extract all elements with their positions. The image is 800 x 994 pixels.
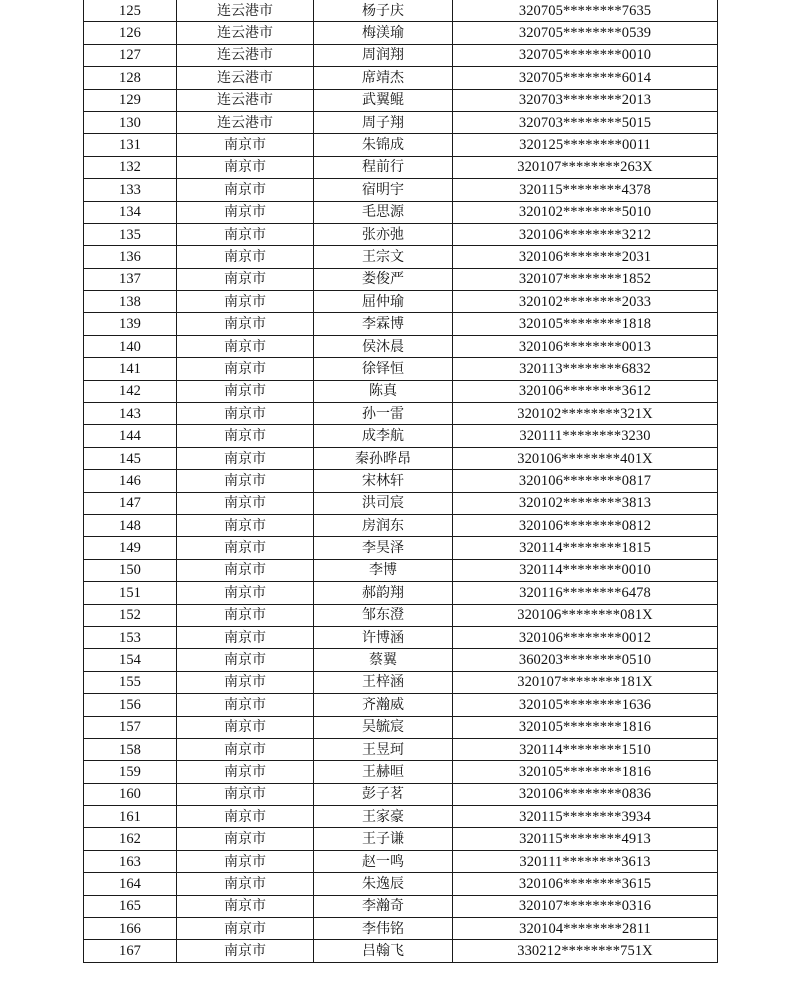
- row-number-cell: 147: [84, 492, 177, 514]
- table-row: [84, 291, 718, 313]
- city-cell: 南京市: [177, 268, 314, 290]
- id-number-cell: 320105********1816: [453, 761, 718, 783]
- person-name-cell: 秦孙晔昂: [314, 447, 453, 469]
- person-name-cell: 周子翔: [314, 111, 453, 133]
- row-number-cell: 132: [84, 156, 177, 178]
- table-row: [84, 895, 718, 917]
- person-name-cell: 宋林轩: [314, 470, 453, 492]
- table-row: [84, 268, 718, 290]
- row-number-cell: 157: [84, 716, 177, 738]
- person-name-cell: 武翼鲲: [314, 89, 453, 111]
- table-row: [84, 0, 718, 22]
- row-number-cell: 162: [84, 828, 177, 850]
- row-number-cell: 148: [84, 514, 177, 536]
- row-number-cell: 127: [84, 44, 177, 66]
- id-number-cell: 360203********0510: [453, 649, 718, 671]
- row-number-cell: 150: [84, 559, 177, 581]
- city-cell: 南京市: [177, 626, 314, 648]
- table-row: [84, 111, 718, 133]
- person-name-cell: 彭子茗: [314, 783, 453, 805]
- row-number-cell: 149: [84, 537, 177, 559]
- person-name-cell: 王子谦: [314, 828, 453, 850]
- person-name-cell: 屈仲瑜: [314, 291, 453, 313]
- id-number-cell: 320115********3934: [453, 806, 718, 828]
- city-cell: 南京市: [177, 537, 314, 559]
- id-number-cell: 320106********0836: [453, 783, 718, 805]
- table-row: [84, 940, 718, 962]
- person-name-cell: 洪司宸: [314, 492, 453, 514]
- city-cell: 南京市: [177, 291, 314, 313]
- person-name-cell: 赵一鸣: [314, 850, 453, 872]
- id-number-cell: 320113********6832: [453, 358, 718, 380]
- city-cell: 南京市: [177, 425, 314, 447]
- person-name-cell: 周润翔: [314, 44, 453, 66]
- person-name-cell: 许博涵: [314, 626, 453, 648]
- person-name-cell: 王赫晅: [314, 761, 453, 783]
- row-number-cell: 129: [84, 89, 177, 111]
- row-number-cell: 163: [84, 850, 177, 872]
- city-cell: 南京市: [177, 246, 314, 268]
- city-cell: 南京市: [177, 223, 314, 245]
- id-number-cell: 320703********2013: [453, 89, 718, 111]
- person-name-cell: 蔡翼: [314, 649, 453, 671]
- table-row: [84, 649, 718, 671]
- id-number-cell: 320116********6478: [453, 582, 718, 604]
- id-number-cell: 320106********0013: [453, 335, 718, 357]
- table-row: [84, 492, 718, 514]
- table-row: [84, 89, 718, 111]
- id-number-cell: 320107********1852: [453, 268, 718, 290]
- id-number-cell: 320106********401X: [453, 447, 718, 469]
- row-number-cell: 167: [84, 940, 177, 962]
- id-number-cell: 320106********3615: [453, 873, 718, 895]
- id-number-cell: 320102********2033: [453, 291, 718, 313]
- person-name-cell: 成李航: [314, 425, 453, 447]
- person-name-cell: 席靖杰: [314, 67, 453, 89]
- person-name-cell: 吴毓宸: [314, 716, 453, 738]
- row-number-cell: 133: [84, 179, 177, 201]
- table-row: [84, 403, 718, 425]
- row-number-cell: 130: [84, 111, 177, 133]
- person-name-cell: 梅渼瑜: [314, 22, 453, 44]
- id-number-cell: 320705********0539: [453, 22, 718, 44]
- table-row: [84, 358, 718, 380]
- table-row: [84, 783, 718, 805]
- city-cell: 南京市: [177, 649, 314, 671]
- table-row: [84, 22, 718, 44]
- city-cell: 南京市: [177, 156, 314, 178]
- table-row: [84, 246, 718, 268]
- city-cell: 连云港市: [177, 67, 314, 89]
- row-number-cell: 161: [84, 806, 177, 828]
- table-row: [84, 716, 718, 738]
- city-cell: 南京市: [177, 179, 314, 201]
- id-number-cell: 320105********1636: [453, 694, 718, 716]
- city-cell: 南京市: [177, 806, 314, 828]
- id-number-cell: 320106********0012: [453, 626, 718, 648]
- city-cell: 连云港市: [177, 44, 314, 66]
- table-row: [84, 738, 718, 760]
- table-row: [84, 604, 718, 626]
- id-number-cell: 320106********3612: [453, 380, 718, 402]
- row-number-cell: 153: [84, 626, 177, 648]
- row-number-cell: 139: [84, 313, 177, 335]
- table-row: [84, 514, 718, 536]
- table-row: [84, 179, 718, 201]
- person-name-cell: 吕翰飞: [314, 940, 453, 962]
- row-number-cell: 151: [84, 582, 177, 604]
- roster-table-body: [84, 0, 718, 962]
- row-number-cell: 128: [84, 67, 177, 89]
- id-number-cell: 320102********3813: [453, 492, 718, 514]
- person-name-cell: 王昱珂: [314, 738, 453, 760]
- city-cell: 连云港市: [177, 22, 314, 44]
- row-number-cell: 137: [84, 268, 177, 290]
- row-number-cell: 158: [84, 738, 177, 760]
- city-cell: 连云港市: [177, 0, 314, 22]
- city-cell: 南京市: [177, 447, 314, 469]
- person-name-cell: 娄俊严: [314, 268, 453, 290]
- id-number-cell: 320105********1818: [453, 313, 718, 335]
- table-row: [84, 694, 718, 716]
- table-row: [84, 828, 718, 850]
- person-name-cell: 张亦弛: [314, 223, 453, 245]
- city-cell: 南京市: [177, 470, 314, 492]
- row-number-cell: 164: [84, 873, 177, 895]
- row-number-cell: 141: [84, 358, 177, 380]
- city-cell: 南京市: [177, 313, 314, 335]
- city-cell: 南京市: [177, 738, 314, 760]
- row-number-cell: 131: [84, 134, 177, 156]
- id-number-cell: 320106********081X: [453, 604, 718, 626]
- person-name-cell: 邹东澄: [314, 604, 453, 626]
- id-number-cell: 320703********5015: [453, 111, 718, 133]
- city-cell: 南京市: [177, 783, 314, 805]
- city-cell: 南京市: [177, 895, 314, 917]
- id-number-cell: 320705********6014: [453, 67, 718, 89]
- person-name-cell: 毛思源: [314, 201, 453, 223]
- person-name-cell: 朱逸辰: [314, 873, 453, 895]
- id-number-cell: 320102********5010: [453, 201, 718, 223]
- person-name-cell: 齐瀚威: [314, 694, 453, 716]
- id-number-cell: 320705********0010: [453, 44, 718, 66]
- table-row: [84, 761, 718, 783]
- table-row: [84, 470, 718, 492]
- city-cell: 连云港市: [177, 111, 314, 133]
- city-cell: 南京市: [177, 604, 314, 626]
- row-number-cell: 126: [84, 22, 177, 44]
- id-number-cell: 320106********3212: [453, 223, 718, 245]
- table-row: [84, 582, 718, 604]
- person-name-cell: 陈真: [314, 380, 453, 402]
- table-row: [84, 873, 718, 895]
- table-row: [84, 537, 718, 559]
- id-number-cell: 330212********751X: [453, 940, 718, 962]
- city-cell: 南京市: [177, 918, 314, 940]
- id-number-cell: 320114********1815: [453, 537, 718, 559]
- id-number-cell: 320104********2811: [453, 918, 718, 940]
- table-row: [84, 44, 718, 66]
- city-cell: 南京市: [177, 694, 314, 716]
- table-row: [84, 201, 718, 223]
- table-row: [84, 134, 718, 156]
- id-number-cell: 320106********0812: [453, 514, 718, 536]
- city-cell: 连云港市: [177, 89, 314, 111]
- row-number-cell: 125: [84, 0, 177, 22]
- city-cell: 南京市: [177, 940, 314, 962]
- roster-table: [83, 0, 718, 963]
- person-name-cell: 李博: [314, 559, 453, 581]
- id-number-cell: 320111********3230: [453, 425, 718, 447]
- city-cell: 南京市: [177, 671, 314, 693]
- table-row: [84, 67, 718, 89]
- id-number-cell: 320105********1816: [453, 716, 718, 738]
- id-number-cell: 320107********181X: [453, 671, 718, 693]
- id-number-cell: 320106********0817: [453, 470, 718, 492]
- city-cell: 南京市: [177, 514, 314, 536]
- row-number-cell: 159: [84, 761, 177, 783]
- row-number-cell: 155: [84, 671, 177, 693]
- row-number-cell: 160: [84, 783, 177, 805]
- person-name-cell: 宿明宇: [314, 179, 453, 201]
- id-number-cell: 320115********4378: [453, 179, 718, 201]
- table-row: [84, 380, 718, 402]
- person-name-cell: 李伟铭: [314, 918, 453, 940]
- id-number-cell: 320107********263X: [453, 156, 718, 178]
- row-number-cell: 166: [84, 918, 177, 940]
- person-name-cell: 孙一雷: [314, 403, 453, 425]
- person-name-cell: 郝韵翔: [314, 582, 453, 604]
- id-number-cell: 320114********1510: [453, 738, 718, 760]
- city-cell: 南京市: [177, 582, 314, 604]
- table-row: [84, 918, 718, 940]
- person-name-cell: 朱锦成: [314, 134, 453, 156]
- city-cell: 南京市: [177, 134, 314, 156]
- table-row: [84, 313, 718, 335]
- city-cell: 南京市: [177, 403, 314, 425]
- table-row: [84, 223, 718, 245]
- id-number-cell: 320106********2031: [453, 246, 718, 268]
- row-number-cell: 143: [84, 403, 177, 425]
- row-number-cell: 145: [84, 447, 177, 469]
- row-number-cell: 156: [84, 694, 177, 716]
- person-name-cell: 李昊泽: [314, 537, 453, 559]
- person-name-cell: 李霖博: [314, 313, 453, 335]
- person-name-cell: 杨子庆: [314, 0, 453, 22]
- table-row: [84, 806, 718, 828]
- table-row: [84, 425, 718, 447]
- id-number-cell: 320115********4913: [453, 828, 718, 850]
- person-name-cell: 王梓涵: [314, 671, 453, 693]
- row-number-cell: 144: [84, 425, 177, 447]
- table-row: [84, 626, 718, 648]
- person-name-cell: 侯沐晨: [314, 335, 453, 357]
- person-name-cell: 王宗文: [314, 246, 453, 268]
- table-row: [84, 671, 718, 693]
- person-name-cell: 李瀚奇: [314, 895, 453, 917]
- row-number-cell: 134: [84, 201, 177, 223]
- id-number-cell: 320114********0010: [453, 559, 718, 581]
- roster-sheet: [83, 0, 717, 963]
- person-name-cell: 程前行: [314, 156, 453, 178]
- id-number-cell: 320705********7635: [453, 0, 718, 22]
- city-cell: 南京市: [177, 201, 314, 223]
- city-cell: 南京市: [177, 358, 314, 380]
- id-number-cell: 320107********0316: [453, 895, 718, 917]
- city-cell: 南京市: [177, 492, 314, 514]
- row-number-cell: 140: [84, 335, 177, 357]
- city-cell: 南京市: [177, 873, 314, 895]
- id-number-cell: 320125********0011: [453, 134, 718, 156]
- person-name-cell: 徐铎恒: [314, 358, 453, 380]
- row-number-cell: 165: [84, 895, 177, 917]
- table-row: [84, 156, 718, 178]
- row-number-cell: 135: [84, 223, 177, 245]
- id-number-cell: 320102********321X: [453, 403, 718, 425]
- city-cell: 南京市: [177, 335, 314, 357]
- row-number-cell: 138: [84, 291, 177, 313]
- person-name-cell: 王家豪: [314, 806, 453, 828]
- table-row: [84, 559, 718, 581]
- table-row: [84, 447, 718, 469]
- id-number-cell: 320111********3613: [453, 850, 718, 872]
- row-number-cell: 146: [84, 470, 177, 492]
- person-name-cell: 房润东: [314, 514, 453, 536]
- table-row: [84, 850, 718, 872]
- city-cell: 南京市: [177, 850, 314, 872]
- city-cell: 南京市: [177, 716, 314, 738]
- table-row: [84, 335, 718, 357]
- row-number-cell: 152: [84, 604, 177, 626]
- city-cell: 南京市: [177, 559, 314, 581]
- row-number-cell: 154: [84, 649, 177, 671]
- city-cell: 南京市: [177, 828, 314, 850]
- city-cell: 南京市: [177, 761, 314, 783]
- city-cell: 南京市: [177, 380, 314, 402]
- row-number-cell: 136: [84, 246, 177, 268]
- row-number-cell: 142: [84, 380, 177, 402]
